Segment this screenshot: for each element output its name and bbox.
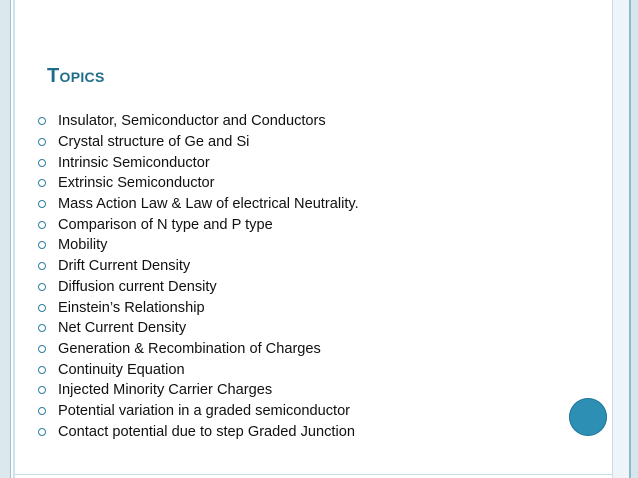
list-item	[38, 194, 359, 215]
circle-bullet-icon	[38, 262, 46, 270]
list-item	[38, 235, 359, 256]
circle-bullet-icon	[38, 241, 46, 249]
left-frame-inner-bar	[13, 0, 15, 478]
bottom-divider	[15, 474, 612, 475]
list-item	[38, 132, 359, 153]
topic-text: Drift Current Density	[58, 258, 191, 275]
topic-text: Comparison of N type and P type	[58, 216, 273, 233]
topic-text: Generation & Recombination of Charges	[58, 340, 321, 357]
topic-text: Crystal structure of Ge and Si	[58, 134, 250, 151]
list-item	[38, 339, 359, 360]
left-frame-bar	[0, 0, 10, 478]
circle-bullet-icon	[38, 324, 46, 332]
topic-text: Continuity Equation	[58, 361, 185, 378]
right-frame-panel	[612, 0, 629, 478]
topic-text: Diffusion current Density	[58, 278, 217, 295]
circle-bullet-icon	[38, 159, 46, 167]
circle-bullet-icon	[38, 179, 46, 187]
left-frame-line	[10, 0, 11, 478]
topic-text: Extrinsic Semiconductor	[58, 175, 215, 192]
list-item	[38, 401, 359, 422]
topic-list	[38, 111, 359, 442]
list-item	[38, 380, 359, 401]
circle-bullet-icon	[38, 304, 46, 312]
topic-text: Injected Minority Carrier Charges	[58, 382, 273, 399]
list-item	[38, 256, 359, 277]
list-item	[38, 152, 359, 173]
list-item	[38, 111, 359, 132]
right-frame-bar	[631, 0, 638, 478]
circle-bullet-icon	[38, 345, 46, 353]
decorative-circle-icon	[569, 398, 607, 436]
topic-text: Mobility	[58, 237, 108, 254]
circle-bullet-icon	[38, 366, 46, 374]
topic-text: Contact potential due to step Graded Junction	[58, 423, 355, 440]
list-item	[38, 277, 359, 298]
circle-bullet-icon	[38, 386, 46, 394]
circle-bullet-icon	[38, 138, 46, 146]
list-item	[38, 214, 359, 235]
circle-bullet-icon	[38, 428, 46, 436]
circle-bullet-icon	[38, 117, 46, 125]
topic-text: Intrinsic Semiconductor	[58, 154, 210, 171]
list-item	[38, 173, 359, 194]
circle-bullet-icon	[38, 283, 46, 291]
topic-text: Einstein’s Relationship	[58, 299, 205, 316]
circle-bullet-icon	[38, 200, 46, 208]
circle-bullet-icon	[38, 407, 46, 415]
list-item	[38, 318, 359, 339]
topic-text: Net Current Density	[58, 320, 187, 337]
list-item	[38, 421, 359, 442]
slide-title: Topics	[47, 65, 105, 87]
topic-text: Insulator, Semiconductor and Conductors	[58, 113, 326, 130]
topic-text: Mass Action Law & Law of electrical Neutrality.	[58, 196, 359, 213]
list-item	[38, 297, 359, 318]
circle-bullet-icon	[38, 221, 46, 229]
topic-text: Potential variation in a graded semiconductor	[58, 402, 351, 419]
list-item	[38, 359, 359, 380]
